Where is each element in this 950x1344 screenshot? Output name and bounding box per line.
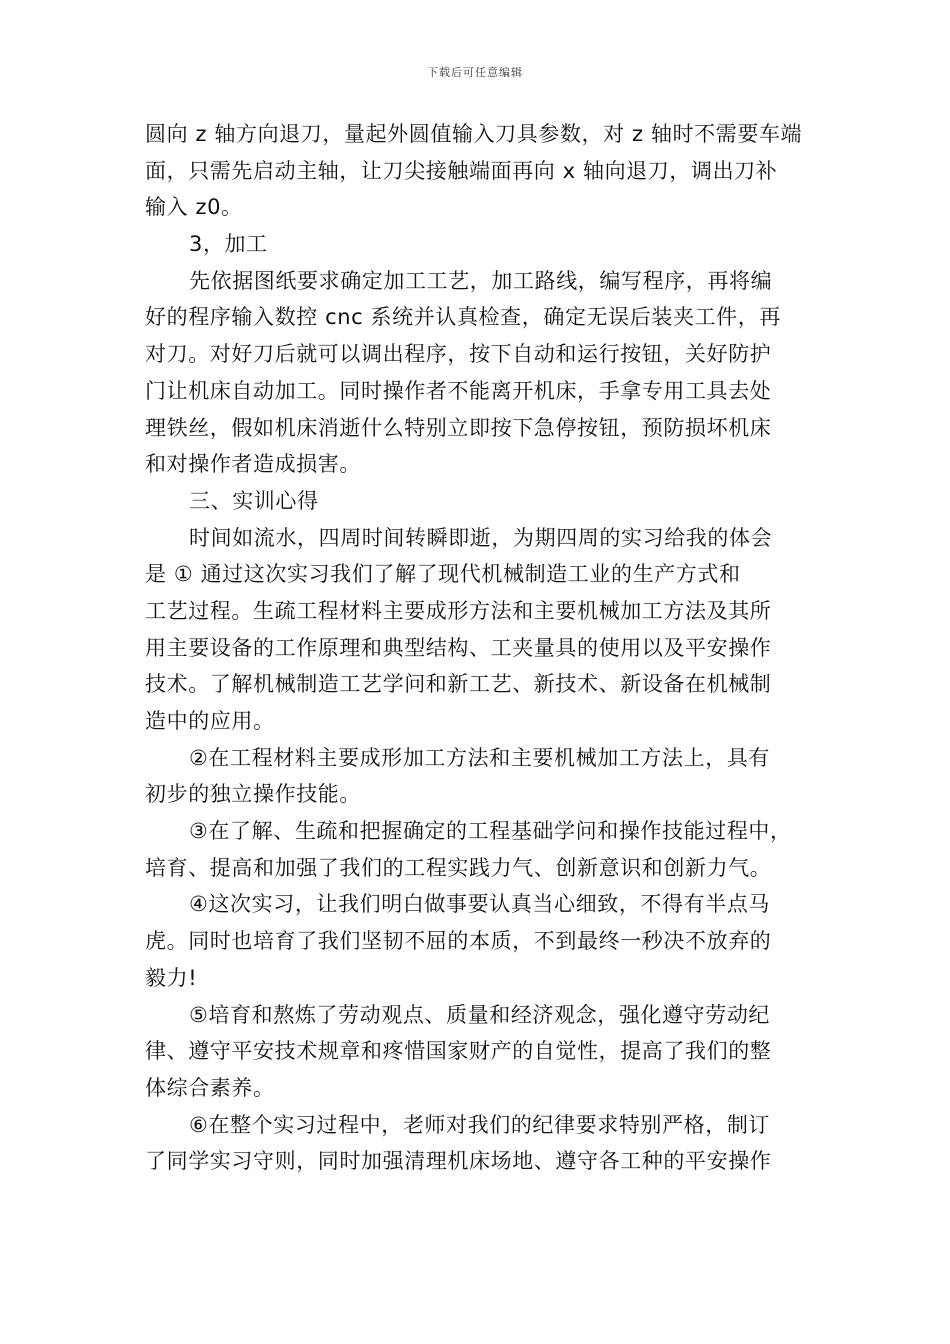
text-line: 技术。了解机械制造工艺学问和新工艺、新技术、新设备在机械制 [145, 672, 772, 697]
text-line: 和对操作者造成损害。 [145, 452, 361, 477]
text-line: 初步的独立操作技能。 [145, 782, 361, 807]
text-line: 造中的应用。 [145, 709, 275, 733]
text-line: 面，只需先启动主轴，让刀尖接触端面再向 x 轴向退刀，调出刀补 [145, 158, 778, 183]
text-line: 毅力! [145, 965, 198, 990]
text-line: 用主要设备的工作原理和典型结构、工夹量具的使用以及平安操作 [145, 635, 772, 660]
text-line: 输入 z0。 [145, 195, 243, 220]
text-line: 对刀。对好刀后就可以调出程序，按下自动和运行按钮，关好防护 [145, 342, 772, 367]
document-body [145, 116, 815, 1180]
text-line: 好的程序输入数控 cnc 系统并认真检查，确定无误后装夹工件，再 [145, 305, 781, 330]
text-line: 3，加工 [189, 232, 268, 257]
text-line: 体综合素养。 [145, 1075, 275, 1100]
text-line: ③在了解、生疏和把握确定的工程基础学问和操作技能过程中， [189, 819, 792, 844]
text-line: ④这次实习，让我们明白做事要认真当心细致，不得有半点马 [189, 892, 771, 917]
text-line: 培育、提高和加强了我们的工程实践力气、创新意识和创新力气。 [145, 855, 772, 880]
text-line: 门让机床自动加工。同时操作者不能离开机床，手拿专用工具去处 [145, 378, 772, 403]
text-line: 理铁丝，假如机床消逝什么特别立即按下急停按钮，预防损坏机床 [145, 415, 772, 440]
text-line: ⑤培育和熬炼了劳动观点、质量和经济观念，强化遵守劳动纪 [189, 1002, 771, 1027]
text-line: 虎。同时也培育了我们坚韧不屈的本质，不到最终一秒决不放弃的 [145, 929, 772, 954]
text-line: 律、遵守平安技术规章和疼惜国家财产的自觉性，提高了我们的整 [145, 1039, 772, 1064]
text-line: 圆向 z 轴方向退刀，量起外圆值输入刀具参数，对 z 轴时不需要车端 [145, 122, 803, 146]
text-line: 工艺过程。生疏工程材料主要成形方法和主要机械加工方法及其所 [145, 598, 772, 623]
text-line: 先依据图纸要求确定加工工艺，加工路线，编写程序，再将编 [189, 268, 773, 293]
text-line: 时间如流水，四周时间转瞬即逝，为期四周的实习给我的体会 [189, 525, 773, 550]
text-line: 是 ① 通过这次实习我们了解了现代机械制造工业的生产方式和 [145, 562, 741, 587]
page-header: 下载后可任意编辑 [427, 66, 523, 79]
text-line: 了同学实习守则，同时加强清理机床场地、遵守各工种的平安操作 [145, 1149, 772, 1174]
text-line: 三、实训心得 [189, 488, 319, 513]
text-line: ⑥在整个实习过程中，老师对我们的纪律要求特别严格，制订 [189, 1112, 771, 1137]
text-line: ②在工程材料主要成形加工方法和主要机械加工方法上，具有 [189, 745, 771, 770]
